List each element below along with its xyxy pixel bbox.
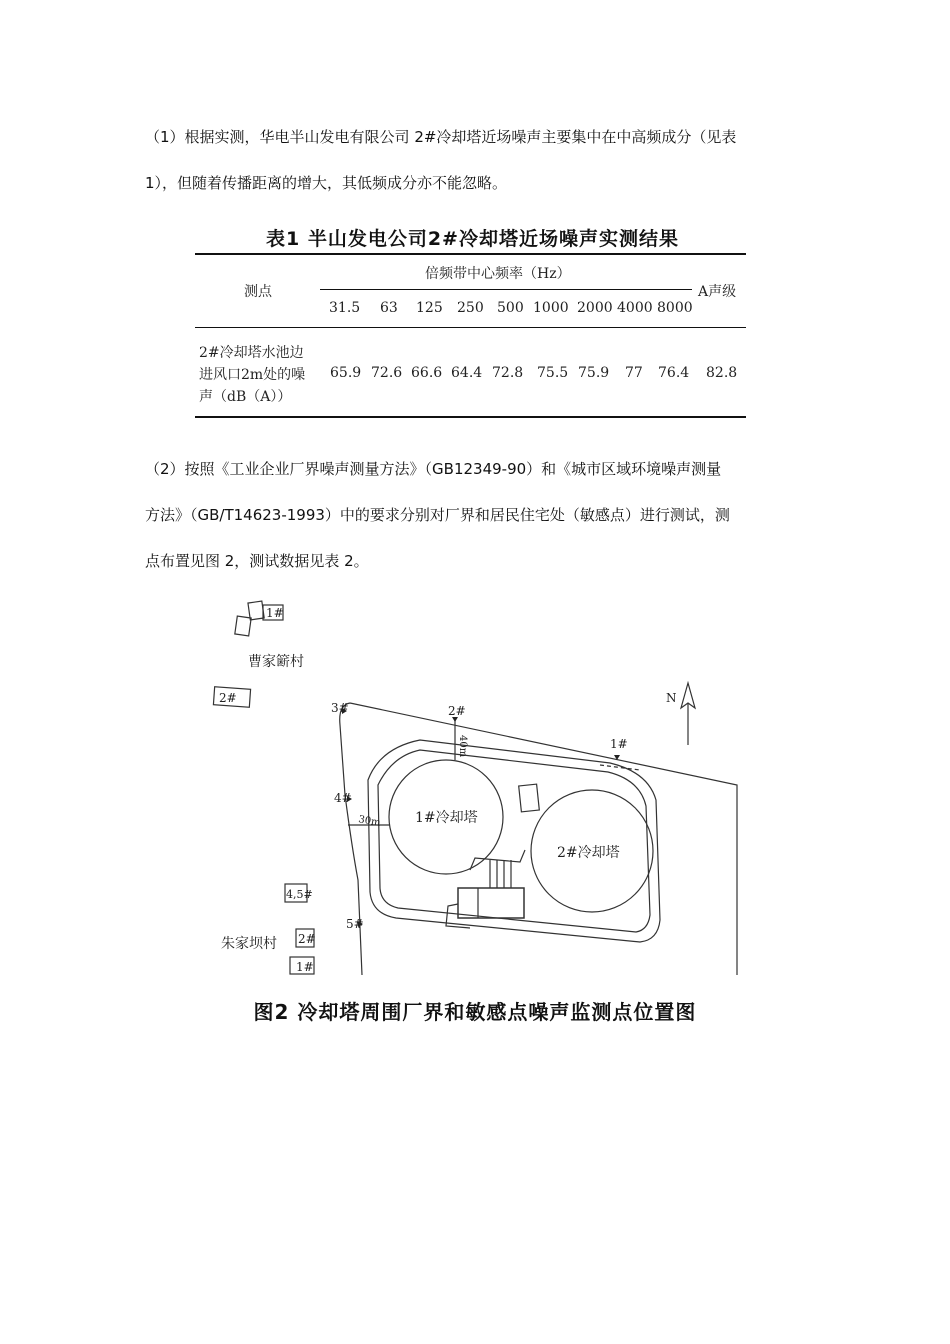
paragraph-1-line-2: 1），但随着传播距离的增大，其低频成分亦不能忽略。 [145,174,508,192]
small-building [519,784,540,812]
label-p1: 1# [610,737,628,751]
label-tower-2: 2#冷却塔 [557,845,620,861]
freq-500: 500 [497,300,524,316]
freq-2000: 2000 [577,300,613,316]
label-house-zhu-2: 2# [298,932,316,946]
value-500: 72.8 [492,365,524,381]
figure-2-caption: 图2 冷却塔周围厂界和敏感点噪声监测点位置图 [253,1000,697,1024]
value-63: 72.6 [371,365,403,381]
value-1000: 75.5 [537,365,569,381]
label-house-zhu-45: 4,5# [286,888,313,901]
value-250: 64.4 [451,365,483,381]
house-cao-1c [235,616,251,636]
pump-house [458,888,524,918]
label-30m: 30m [357,814,382,829]
house-cao-1a [248,601,264,620]
table-header-point: 测点 [244,284,272,300]
freq-31-5: 31.5 [329,300,361,316]
table-header-a-level: A声级 [698,284,737,300]
label-p4: 4# [334,791,352,805]
freq-8000: 8000 [657,300,693,316]
label-village-zhu: 朱家坝村 [221,936,277,952]
inner-road-inner [378,750,650,932]
inner-road-outer [368,740,660,942]
plant-boundary [340,703,737,975]
paragraph-1-line-1: （1）根据实测，华电半山发电有限公司 2#冷却塔近场噪声主要集中在中高频成分（见表 [145,128,737,146]
label-p3: 3# [331,701,349,715]
paragraph-2-line-1: （2）按照《工业企业厂界噪声测量方法》（GB12349-90）和《城市区域环境噪声测量 [145,460,722,478]
label-p5: 5# [346,917,364,931]
table-freq-rule [320,289,692,290]
table-1-title: 表1 半山发电公司2#冷却塔近场噪声实测结果 [266,228,679,250]
value-125: 66.6 [411,365,443,381]
row-label-line-1: 2#冷却塔水池边 [199,345,304,361]
table-bottom-rule [195,416,746,418]
label-tower-1: 1#冷却塔 [415,810,478,826]
row-label-line-2: 进风口2m处的噪 [199,367,306,383]
label-village-cao: 曹家簖村 [248,654,304,670]
label-north: N [666,691,677,705]
table-header-frequency: 倍频带中心频率（Hz） [425,266,571,282]
freq-125: 125 [416,300,443,316]
value-a-level: 82.8 [706,365,738,381]
value-2000: 75.9 [578,365,610,381]
freq-250: 250 [457,300,484,316]
paragraph-2-line-2: 方法》（GB/T14623-1993）中的要求分别对厂界和居民住宅处（敏感点）进行测试，测 [145,506,730,524]
freq-1000: 1000 [533,300,569,316]
table-top-rule [195,253,746,255]
label-house-cao-1: 1# [266,606,284,620]
label-p2: 2# [448,704,466,718]
paragraph-2 [145,446,810,584]
value-31-5: 65.9 [330,365,362,381]
site-plan-figure [195,590,755,990]
label-40m: 40m [457,735,468,758]
paragraph-1 [145,114,810,206]
freq-4000: 4000 [617,300,653,316]
row-label-line-3: 声（dB（A）） [199,389,292,405]
table-header-rule [195,327,746,328]
value-8000: 76.4 [658,365,690,381]
freq-63: 63 [380,300,398,316]
label-house-zhu-1: 1# [296,960,314,974]
label-house-cao-2: 2# [219,691,237,705]
value-4000: 77 [625,365,643,381]
paragraph-2-line-3: 点布置见图 2，测试数据见表 2。 [145,552,369,570]
